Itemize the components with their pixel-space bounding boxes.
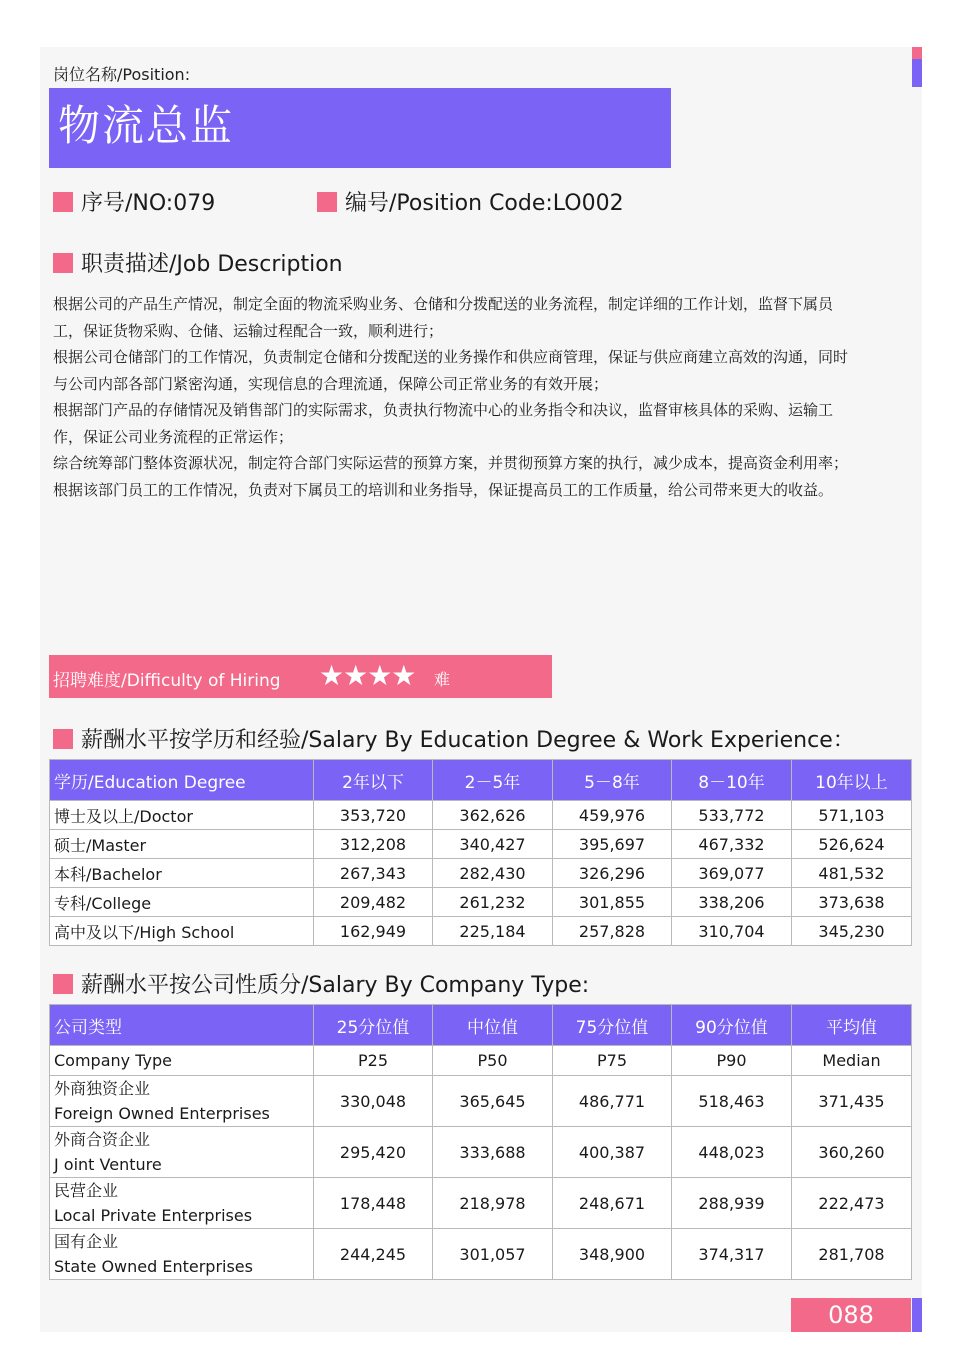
- table-cell: 369,077: [672, 859, 792, 888]
- table-cell: 312,208: [314, 830, 433, 859]
- table-cell: 333,688: [433, 1127, 553, 1178]
- table-row: [50, 888, 912, 917]
- table-header-row: [50, 760, 912, 801]
- table-cell: 400,387: [553, 1127, 672, 1178]
- star-rating-icon: ★★★★: [319, 659, 416, 692]
- table-header-row: [50, 1005, 912, 1046]
- table-row: [50, 1178, 912, 1229]
- company-type-zh: 民营企业: [54, 1181, 119, 1200]
- table-cell: 486,771: [553, 1076, 672, 1127]
- header-cell: 2年以下: [314, 760, 433, 801]
- table-row: [50, 830, 912, 859]
- page-number-accent: [912, 1298, 922, 1332]
- page-title: 物流总监: [58, 101, 235, 150]
- desc-line: 与公司内部各部门紧密沟通，实现信息的合理流通，保障公司正常业务的有效开展；: [53, 374, 609, 393]
- desc-line: 作，保证公司业务流程的正常运作；: [53, 427, 294, 446]
- table-cell: [50, 1178, 314, 1229]
- table-cell: [50, 1127, 314, 1178]
- company-type-en: J oint Venture: [54, 1155, 162, 1174]
- bullet-square-icon: [53, 974, 73, 994]
- company-type-zh: 外商合资企业: [54, 1130, 151, 1149]
- table-cell: Median: [792, 1046, 912, 1076]
- table-cell: 373,638: [792, 888, 912, 917]
- header-cell: 5－8年: [553, 760, 672, 801]
- serial-heading: [53, 186, 215, 217]
- job-desc-heading-text: 职责描述/Job Description: [81, 252, 343, 277]
- header-cell: 2－5年: [433, 760, 553, 801]
- table-cell: 340,427: [433, 830, 553, 859]
- table-cell: 222,473: [792, 1178, 912, 1229]
- table-cell: 526,624: [792, 830, 912, 859]
- bullet-square-icon: [53, 192, 73, 212]
- code-text: 编号/Position Code:LO002: [345, 191, 624, 216]
- table-cell: 353,720: [314, 801, 433, 830]
- table-cell: 301,057: [433, 1229, 553, 1280]
- table-cell: 301,855: [553, 888, 672, 917]
- header-cell: 25分位值: [314, 1005, 433, 1046]
- header-cell: 90分位值: [672, 1005, 792, 1046]
- table-cell: 395,697: [553, 830, 672, 859]
- table-cell: 225,184: [433, 917, 553, 946]
- table-cell: 244,245: [314, 1229, 433, 1280]
- edu-heading: [53, 723, 855, 754]
- desc-line: 根据部门产品的存储情况及销售部门的实际需求，负责执行物流中心的业务指令和决议，监督审核具体的采购、运输工: [53, 401, 834, 419]
- edu-heading-text: 薪酬水平按学历和经验/Salary By Education Degree & Work Experience：: [81, 728, 855, 753]
- table-cell: 162,949: [314, 917, 433, 946]
- header-cell: 平均值: [792, 1005, 912, 1046]
- table-cell: 209,482: [314, 888, 433, 917]
- table-cell: P90: [672, 1046, 792, 1076]
- table-cell: 257,828: [553, 917, 672, 946]
- header-cell: 学历/Education Degree: [50, 760, 314, 801]
- table-cell: 533,772: [672, 801, 792, 830]
- table-cell: 专科/College: [50, 888, 314, 917]
- table-cell: [50, 1229, 314, 1280]
- job-description: [53, 291, 913, 503]
- table-cell: 281,708: [792, 1229, 912, 1280]
- bullet-square-icon: [317, 192, 337, 212]
- table-cell: P25: [314, 1046, 433, 1076]
- table-cell: 218,978: [433, 1178, 553, 1229]
- header-cell: 中位值: [433, 1005, 553, 1046]
- desc-line: 工，保证货物采购、仓储、运输过程配合一致，顺利进行；: [53, 321, 444, 340]
- table-row: [50, 1229, 912, 1280]
- table-cell: 338,206: [672, 888, 792, 917]
- table-cell: 高中及以下/High School: [50, 917, 314, 946]
- header-cell: 公司类型: [50, 1005, 314, 1046]
- code-heading: [317, 186, 624, 217]
- table-cell: 本科/Bachelor: [50, 859, 314, 888]
- table-cell: 571,103: [792, 801, 912, 830]
- education-salary-table: [49, 759, 912, 946]
- table-cell: 248,671: [553, 1178, 672, 1229]
- table-row: [50, 1076, 912, 1127]
- company-type-en: Foreign Owned Enterprises: [54, 1104, 270, 1123]
- page-number: 088: [791, 1298, 911, 1332]
- table-cell: 345,230: [792, 917, 912, 946]
- table-cell: 288,939: [672, 1178, 792, 1229]
- company-type-zh: 国有企业: [54, 1232, 119, 1251]
- table-cell: 178,448: [314, 1178, 433, 1229]
- table-cell: 295,420: [314, 1127, 433, 1178]
- table-row: [50, 917, 912, 946]
- company-heading: [53, 968, 589, 999]
- table-cell: 282,430: [433, 859, 553, 888]
- table-row: [50, 859, 912, 888]
- difficulty-word: 难: [434, 670, 451, 689]
- table-cell: 261,232: [433, 888, 553, 917]
- header-cell: 8－10年: [672, 760, 792, 801]
- company-type-en: State Owned Enterprises: [54, 1257, 253, 1276]
- table-cell: 518,463: [672, 1076, 792, 1127]
- table-cell: 310,704: [672, 917, 792, 946]
- desc-line: 综合统筹部门整体资源状况，制定符合部门实际运营的预算方案，并贯彻预算方案的执行，减少成本，提高资金利用率；: [53, 454, 849, 472]
- table-cell: 371,435: [792, 1076, 912, 1127]
- table-cell: Company Type: [50, 1046, 314, 1076]
- desc-line: 根据公司仓储部门的工作情况，负责制定仓储和分拨配送的业务操作和供应商管理，保证与供应商建立高效的沟通，同时: [53, 348, 849, 366]
- serial-text: 序号/NO:079: [81, 191, 216, 216]
- table-cell: P75: [553, 1046, 672, 1076]
- bullet-square-icon: [53, 729, 73, 749]
- table-cell: 326,296: [553, 859, 672, 888]
- table-cell: 448,023: [672, 1127, 792, 1178]
- corner-accent: [912, 47, 922, 87]
- company-type-zh: 外商独资企业: [54, 1079, 151, 1098]
- table-cell: 481,532: [792, 859, 912, 888]
- bullet-square-icon: [53, 253, 73, 273]
- table-cell: 348,900: [553, 1229, 672, 1280]
- company-type-en: Local Private Enterprises: [54, 1206, 253, 1225]
- position-label: 岗位名称/Position:: [53, 65, 191, 84]
- table-cell: 467,332: [672, 830, 792, 859]
- table-cell: 362,626: [433, 801, 553, 830]
- table-row: [50, 1127, 912, 1178]
- table-cell: 硕士/Master: [50, 830, 314, 859]
- table-cell: 330,048: [314, 1076, 433, 1127]
- table-cell: P50: [433, 1046, 553, 1076]
- header-cell: 75分位值: [553, 1005, 672, 1046]
- table-cell: 博士及以上/Doctor: [50, 801, 314, 830]
- table-cell: 360,260: [792, 1127, 912, 1178]
- table-cell: 374,317: [672, 1229, 792, 1280]
- table-cell: [50, 1076, 314, 1127]
- table-cell: 267,343: [314, 859, 433, 888]
- header-cell: 10年以上: [792, 760, 912, 801]
- desc-line: 根据公司的产品生产情况，制定全面的物流采购业务、仓储和分拨配送的业务流程，制定详细的工作计划，监督下属员: [53, 295, 834, 313]
- job-desc-heading: [53, 247, 343, 278]
- table-row: [50, 801, 912, 830]
- difficulty-label: 招聘难度/Difficulty of Hiring: [53, 671, 281, 691]
- difficulty-band: [49, 655, 552, 698]
- desc-line: 根据该部门员工的工作情况，负责对下属员工的培训和业务指导，保证提高员工的工作质量，给公司带来更大的收益。: [53, 480, 834, 499]
- company-salary-table: [49, 1004, 912, 1280]
- company-heading-text: 薪酬水平按公司性质分/Salary By Company Type:: [81, 973, 590, 998]
- table-subheader-row: [50, 1046, 912, 1076]
- table-cell: 365,645: [433, 1076, 553, 1127]
- table-cell: 459,976: [553, 801, 672, 830]
